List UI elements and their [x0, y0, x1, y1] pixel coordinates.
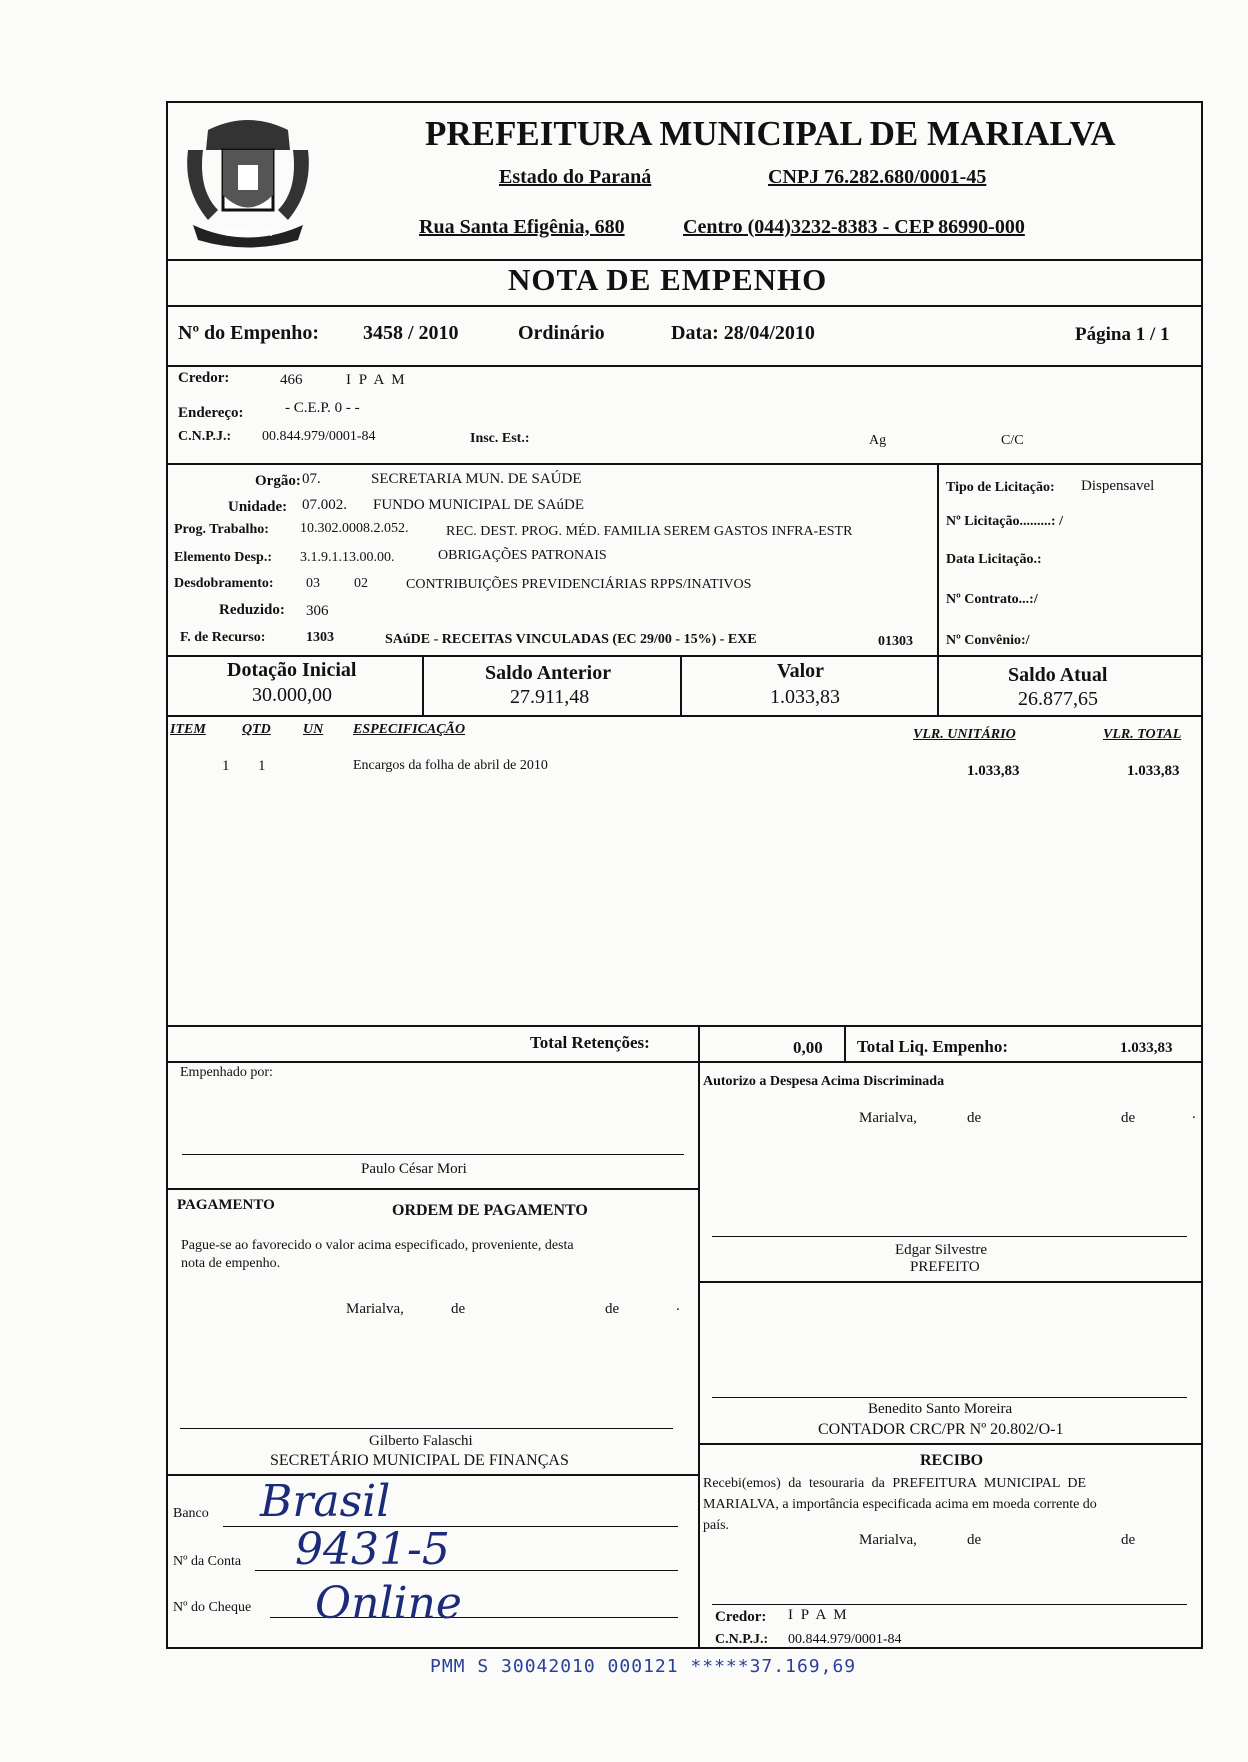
contador-name: Benedito Santo Moreira: [868, 1401, 1013, 1417]
prog-label: Prog. Trabalho:: [174, 522, 269, 537]
pagamento-de1: de: [451, 1301, 466, 1317]
empenhado-signer: Paulo César Mori: [361, 1161, 467, 1177]
elemento-code: 3.1.9.1.13.00.00.: [300, 550, 395, 565]
autorizo-de1: de: [967, 1110, 982, 1126]
tipo-licitacao-label: Tipo de Licitação:: [946, 480, 1055, 495]
orgao-name: SECRETARIA MUN. DE SAÚDE: [371, 471, 582, 487]
recibo-text-1: Recebi(emos) da tesouraria da PREFEITURA MUNICIPAL DE: [703, 1476, 1087, 1491]
divider: [698, 1025, 700, 1648]
prog-code: 10.302.0008.2.052.: [300, 521, 409, 536]
recibo-text-2: MARIALVA, a importância especificada acima em moeda corrente do: [703, 1497, 1097, 1512]
ordem-label: ORDEM DE PAGAMENTO: [392, 1202, 588, 1219]
credor-label: Credor:: [178, 370, 230, 386]
num-licitacao: Nº Licitação.........: /: [946, 514, 1063, 529]
cheque-value[interactable]: Online: [315, 1578, 462, 1629]
dotacao-label: Dotação Inicial: [227, 659, 357, 681]
empenho-date: Data: 28/04/2010: [671, 322, 815, 344]
recibo-de2: de: [1121, 1532, 1136, 1548]
pagamento-signer-role: SECRETÁRIO MUNICIPAL DE FINANÇAS: [270, 1452, 569, 1469]
ag-label: Ag: [869, 433, 887, 448]
row-total: 1.033,83: [1127, 763, 1180, 779]
liq-label: Total Liq. Empenho:: [857, 1037, 1008, 1056]
saldo-anterior-value: 27.911,48: [510, 686, 590, 708]
empenho-kind: Ordinário: [518, 322, 605, 344]
divider: [844, 1025, 846, 1063]
pagamento-period: .: [676, 1298, 680, 1314]
data-licitacao: Data Licitação.:: [946, 552, 1042, 567]
header-cnpj: CNPJ 76.282.680/0001-45: [768, 166, 987, 188]
recibo-credor-label: Credor:: [715, 1609, 767, 1625]
saldo-anterior-label: Saldo Anterior: [485, 662, 612, 684]
divider: [166, 305, 1203, 307]
prog-name: REC. DEST. PROG. MÉD. FAMILIA SEREM GASTOS INFRA-ESTR: [446, 524, 853, 539]
recurso-label: F. de Recurso:: [180, 630, 266, 645]
prefeito-name: Edgar Silvestre: [895, 1242, 988, 1258]
recibo-de1: de: [967, 1532, 982, 1548]
banco-value[interactable]: Brasil: [260, 1476, 391, 1527]
unidade-code: 07.002.: [302, 497, 347, 513]
recibo-text-3: país.: [703, 1518, 730, 1533]
divider: [698, 1443, 1203, 1445]
recurso-code: 1303: [306, 630, 334, 645]
credor-name: I P A M: [346, 372, 407, 388]
divider: [937, 655, 939, 715]
divider: [422, 655, 424, 715]
signature-line: [712, 1604, 1187, 1605]
unidade-name: FUNDO MUNICIPAL DE SAúDE: [373, 497, 584, 513]
liq-value: 1.033,83: [1120, 1040, 1173, 1056]
signature-line: [712, 1236, 1187, 1237]
pagamento-de2: de: [605, 1301, 620, 1317]
row-item: 1: [222, 758, 230, 774]
divider: [166, 365, 1203, 367]
col-header-un: UN: [303, 722, 324, 737]
endereco-label: Endereço:: [178, 405, 244, 421]
retencoes-value: 0,00: [793, 1038, 823, 1057]
conta-value[interactable]: 9431-5: [295, 1524, 450, 1575]
recibo-credor-value: I P A M: [788, 1607, 849, 1623]
pagamento-text-2: nota de empenho.: [181, 1256, 281, 1271]
recibo-cnpj-value: 00.844.979/0001-84: [788, 1632, 902, 1647]
divider: [166, 1188, 698, 1190]
recurso-name: SAúDE - RECEITAS VINCULADAS (EC 29/00 - 15%) - EXE: [385, 632, 757, 647]
autorizo-period: .: [1192, 1106, 1196, 1122]
crest-logo: [178, 110, 318, 250]
recibo-label: RECIBO: [920, 1452, 984, 1469]
prefeito-role: PREFEITO: [910, 1259, 980, 1275]
autorizo-city: Marialva,: [859, 1110, 917, 1126]
credor-code: 466: [280, 372, 303, 388]
cheque-label: Nº do Cheque: [173, 1600, 252, 1615]
divider: [937, 463, 939, 655]
divider: [680, 655, 682, 715]
header-address: Rua Santa Efigênia, 680: [419, 216, 625, 238]
divider: [166, 1025, 1203, 1027]
num-contrato: Nº Contrato...:/: [946, 592, 1038, 607]
autorizo-label: Autorizo a Despesa Acima Discriminada: [703, 1074, 945, 1089]
page-number: Página 1 / 1: [1075, 324, 1170, 345]
divider: [698, 1281, 1203, 1283]
row-spec: Encargos da folha de abril de 2010: [353, 758, 548, 773]
tipo-licitacao-value: Dispensavel: [1081, 478, 1155, 494]
valor-value: 1.033,83: [770, 686, 840, 708]
recibo-cnpj-label: C.N.P.J.:: [715, 1632, 769, 1647]
desdob-b: 02: [354, 576, 368, 591]
orgao-code: 07.: [302, 471, 321, 487]
divider: [166, 1061, 1203, 1063]
header-contact: Centro (044)3232-8383 - CEP 86990-000: [683, 216, 1025, 238]
recibo-city: Marialva,: [859, 1532, 917, 1548]
signature-line: [712, 1397, 1187, 1398]
payment-stamp: PMM S 30042010 000121 *****37.169,69: [430, 1656, 857, 1677]
signature-line: [182, 1154, 684, 1155]
signature-line: [180, 1428, 673, 1429]
cnpj-value: 00.844.979/0001-84: [262, 429, 376, 444]
desdob-label: Desdobramento:: [174, 576, 274, 591]
col-header-spec: ESPECIFICAÇÃO: [353, 722, 466, 737]
header-state: Estado do Paraná: [499, 166, 652, 188]
autorizo-de2: de: [1121, 1110, 1136, 1126]
saldo-atual-label: Saldo Atual: [1008, 664, 1108, 686]
col-header-unit: VLR. UNITÁRIO: [913, 727, 1016, 742]
divider: [166, 715, 1203, 717]
divider: [166, 655, 1203, 657]
dotacao-value: 30.000,00: [252, 684, 332, 706]
contador-role: CONTADOR CRC/PR Nº 20.802/O-1: [818, 1421, 1064, 1438]
recurso-extra: 01303: [878, 634, 913, 649]
cc-label: C/C: [1001, 433, 1024, 448]
pagamento-city: Marialva,: [346, 1301, 404, 1317]
empenho-label: Nº do Empenho:: [178, 322, 320, 344]
reduzido-label: Reduzido:: [219, 602, 285, 618]
divider: [166, 463, 1203, 465]
doc-title: NOTA DE EMPENHO: [508, 262, 828, 297]
divider: [166, 259, 1203, 261]
pagamento-label: PAGAMENTO: [177, 1197, 275, 1213]
unidade-label: Unidade:: [228, 499, 288, 515]
desdob-name: CONTRIBUIÇÕES PREVIDENCIÁRIAS RPPS/INATIVOS: [406, 577, 752, 592]
desdob-a: 03: [306, 576, 320, 591]
row-unit: 1.033,83: [967, 763, 1020, 779]
valor-label: Valor: [777, 660, 825, 682]
col-header-total: VLR. TOTAL: [1103, 727, 1182, 742]
elemento-name: OBRIGAÇÕES PATRONAIS: [438, 548, 607, 563]
empenhado-label: Empenhado por:: [180, 1065, 273, 1080]
elemento-label: Elemento Desp.:: [174, 550, 272, 565]
banco-label: Banco: [173, 1506, 209, 1521]
empenho-number: 3458 / 2010: [363, 322, 459, 344]
col-header-qtd: QTD: [242, 722, 271, 737]
endereco-value: - C.E.P. 0 - -: [285, 400, 360, 416]
saldo-atual-value: 26.877,65: [1018, 688, 1098, 710]
num-convenio: Nº Convênio:/: [946, 633, 1030, 648]
pagamento-text-1: Pague-se ao favorecido o valor acima especificado, proveniente, desta: [181, 1238, 574, 1253]
retencoes-label: Total Retenções:: [530, 1033, 650, 1052]
divider: [166, 1474, 698, 1476]
orgao-label: Orgão:: [255, 473, 301, 489]
pagamento-signer: Gilberto Falaschi: [369, 1433, 473, 1449]
reduzido-value: 306: [306, 603, 329, 619]
conta-label: Nº da Conta: [173, 1554, 242, 1569]
insc-label: Insc. Est.:: [470, 431, 530, 446]
crest-text: MARIALVA: [226, 228, 273, 238]
col-header-item: ITEM: [170, 722, 206, 737]
cnpj-label: C.N.P.J.:: [178, 429, 232, 444]
row-qtd: 1: [258, 758, 266, 774]
page-title: PREFEITURA MUNICIPAL DE MARIALVA: [425, 114, 1116, 153]
